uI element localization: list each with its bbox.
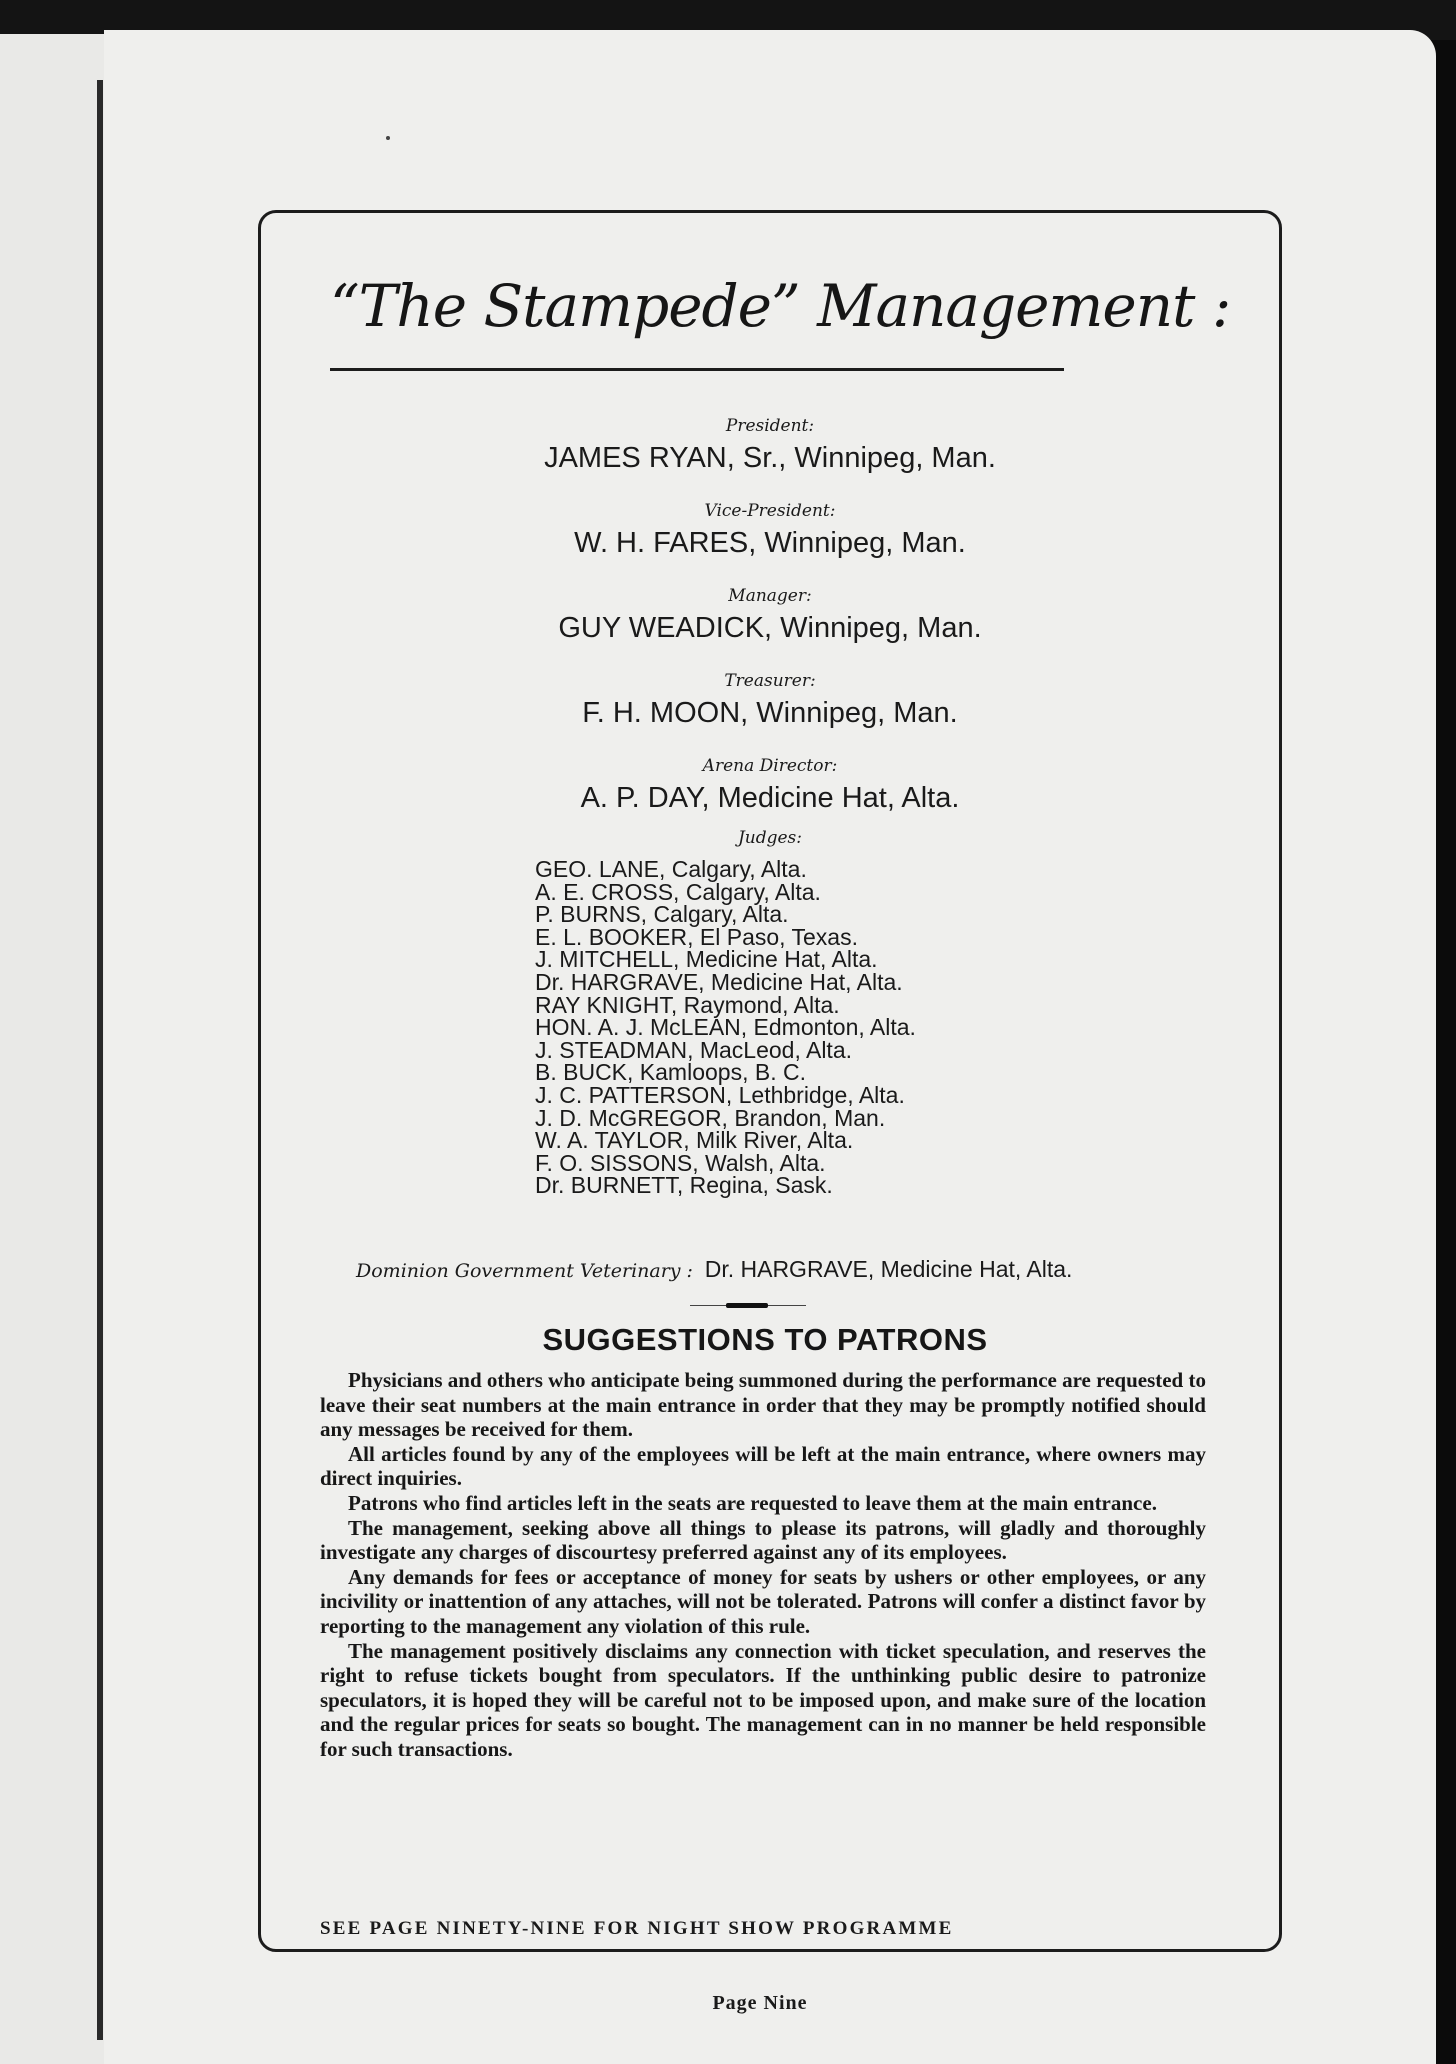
judge-entry: Dr. HARGRAVE, Medicine Hat, Alta. <box>535 968 903 995</box>
judge-entry: J. C. PATTERSON, Lethbridge, Alta. <box>535 1081 905 1108</box>
judge-entry: F. O. SISSONS, Walsh, Alta. <box>535 1149 826 1176</box>
facing-page-edge <box>0 34 104 2064</box>
judge-entry: J. MITCHELL, Medicine Hat, Alta. <box>535 946 878 973</box>
judge-entry: HON. A. J. McLEAN, Edmonton, Alta. <box>535 1014 916 1041</box>
judges-list <box>535 858 1055 1197</box>
office-label: President: <box>725 416 815 436</box>
ornament-divider <box>690 1302 806 1310</box>
judge-entry: RAY KNIGHT, Raymond, Alta. <box>535 991 840 1018</box>
judge-entry: GEO. LANE, Calgary, Alta. <box>535 856 807 882</box>
veterinary-value: Dr. HARGRAVE, Medicine Hat, Alta. <box>704 1256 1073 1282</box>
page-gutter-shadow <box>97 80 103 2040</box>
judge-entry: W. A. TAYLOR, Milk River, Alta. <box>535 1127 854 1154</box>
judges-label: Judges: <box>737 828 803 848</box>
page-number: Page Nine <box>712 1992 808 2014</box>
judge-entry: J. STEADMAN, MacLeod, Alta. <box>535 1036 853 1063</box>
footer-note: SEE PAGE NINETY-NINE FOR NIGHT SHOW PROGRAMME <box>320 1918 954 1939</box>
officer-president <box>440 414 1100 478</box>
officer-name: W. H. FARES, Winnipeg, Man. <box>574 527 966 559</box>
officers-list <box>440 414 1100 839</box>
office-label: Vice-President: <box>704 501 836 521</box>
officer-name: F. H. MOON, Winnipeg, Man. <box>582 697 958 729</box>
suggestion-paragraph: Physicians and others who anticipate being summoned during the performance are requested to leave their seat numbers at the main entrance in order that they may be promptly notified should any messages be received for them. <box>320 1368 1206 1442</box>
veterinary-line <box>356 1256 1072 1283</box>
suggestion-paragraph: Patrons who find articles left in the seats are requested to leave them at the main entrance. <box>348 1490 1157 1515</box>
officer-treasurer <box>440 669 1100 733</box>
dust-speck <box>386 136 390 140</box>
judge-entry: B. BUCK, Kamloops, B. C. <box>535 1059 806 1086</box>
title-underline <box>330 368 1064 371</box>
judge-entry: Dr. BURNETT, Regina, Sask. <box>535 1172 833 1199</box>
officer-vice-president <box>440 499 1100 563</box>
suggestions-body <box>320 1368 1206 1762</box>
suggestion-paragraph: Any demands for fees or acceptance of money for seats by ushers or other employees, or any incivility or inattention of any attaches, will not be tolerated. Patrons will confer a distinct favor by reporting to the management any violation of this rule. <box>320 1564 1206 1638</box>
officer-arena-director <box>440 754 1100 818</box>
office-label: Manager: <box>728 586 812 606</box>
page-title: “The Stampede” Management : <box>330 272 1231 340</box>
officer-name: A. P. DAY, Medicine Hat, Alta. <box>580 782 960 814</box>
judge-entry: E. L. BOOKER, El Paso, Texas. <box>535 923 858 950</box>
judge-entry: A. E. CROSS, Calgary, Alta. <box>535 878 821 905</box>
ornament-bar <box>726 1303 768 1308</box>
office-label: Arena Director: <box>702 756 838 776</box>
veterinary-label: Dominion Government Veterinary : <box>356 1260 693 1282</box>
suggestion-paragraph: The management positively disclaims any connection with ticket speculation, and reserves the right to refuse tickets bought from speculators. If the unthinking public desire to patronize speculators, it is hoped they will be careful not to be imposed upon, and make sure of the location and the regular prices for seats so bought. The management can in no manner be held responsible for such transactions. <box>320 1638 1206 1761</box>
officer-name: JAMES RYAN, Sr., Winnipeg, Man. <box>544 442 996 474</box>
judge-entry: J. D. McGREGOR, Brandon, Man. <box>535 1104 886 1131</box>
suggestion-paragraph: All articles found by any of the employees will be left at the main entrance, where owners may direct inquiries. <box>320 1441 1206 1491</box>
suggestion-paragraph: The management, seeking above all things to please its patrons, will gladly and thoroughly investigate any charges of discourtesy preferred against any of its employees. <box>320 1515 1206 1565</box>
officer-name: GUY WEADICK, Winnipeg, Man. <box>558 612 982 644</box>
judge-entry: P. BURNS, Calgary, Alta. <box>535 901 789 928</box>
suggestions-heading: SUGGESTIONS TO PATRONS <box>542 1322 988 1357</box>
officer-manager <box>440 584 1100 648</box>
office-label: Treasurer: <box>724 671 816 691</box>
